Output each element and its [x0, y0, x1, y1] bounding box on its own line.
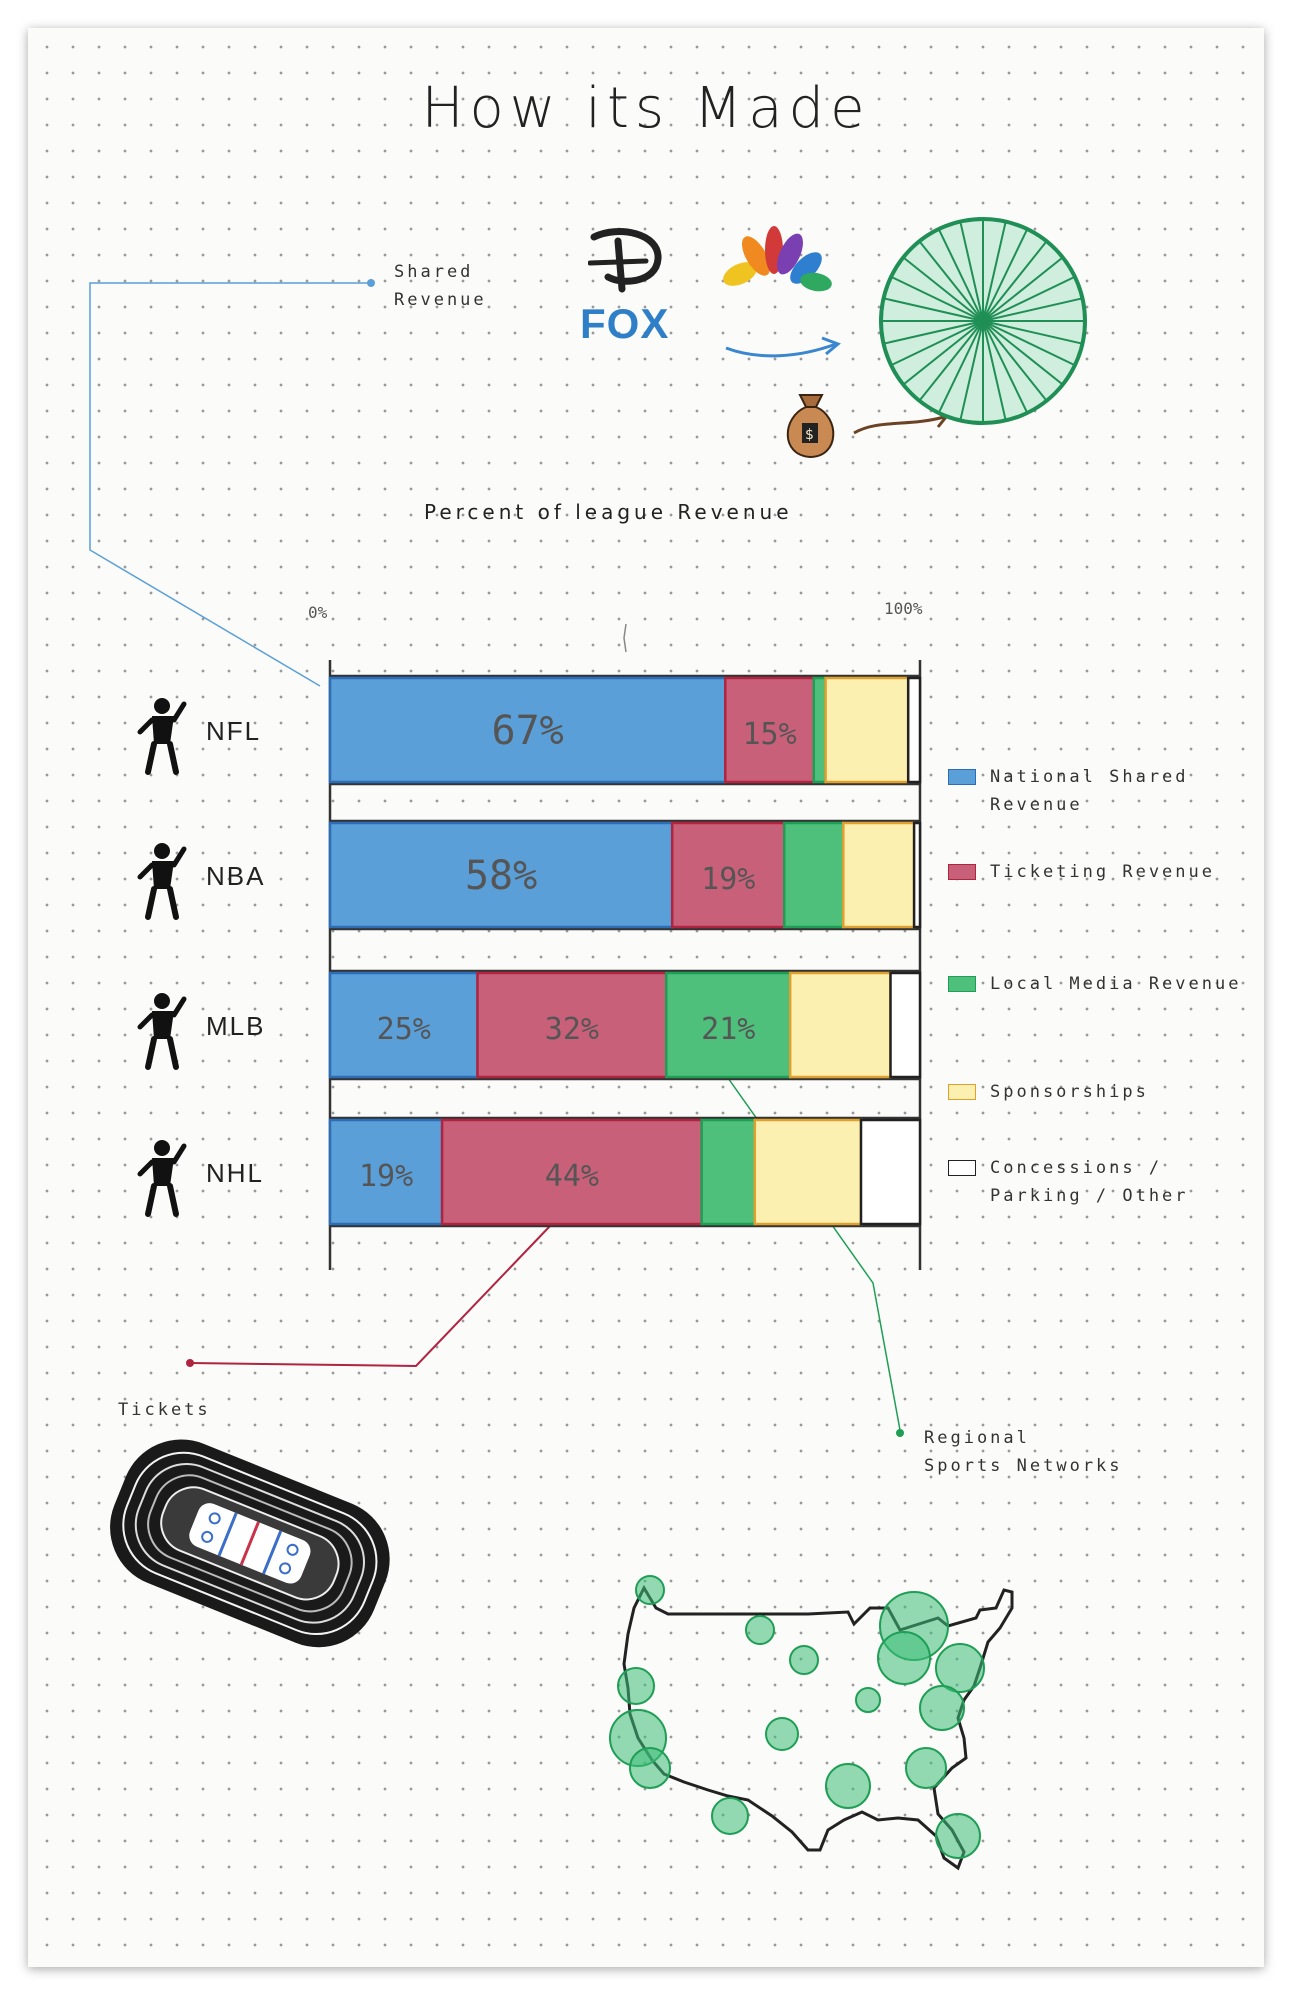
legend-label: Local Media Revenue [990, 974, 1242, 994]
tickets-note: Tickets [118, 1400, 211, 1420]
network-bubble [746, 1616, 774, 1644]
network-bubble [936, 1814, 980, 1858]
network-bubble [618, 1668, 654, 1704]
network-bubble [906, 1748, 946, 1788]
stadium-icon [88, 1428, 408, 1668]
bar-segment-mlb-4 [891, 973, 921, 1077]
network-bubble [936, 1644, 984, 1692]
network-bubble [636, 1576, 664, 1604]
data-label-nba-0: 58% [464, 853, 538, 899]
legend-swatch [948, 769, 976, 785]
network-bubble [920, 1686, 964, 1730]
bar-segment-nba-3 [843, 823, 914, 927]
legend-swatch [948, 976, 976, 992]
svg-text:$: $ [805, 427, 814, 443]
tickets-dot [186, 1359, 194, 1367]
legend-swatch [948, 1160, 976, 1176]
bar-segment-nfl-3 [826, 678, 909, 782]
data-label-mlb-0: 25% [376, 1012, 431, 1047]
regional-networks-note [924, 1424, 1123, 1480]
data-label-nba-1: 19% [701, 862, 756, 897]
network-bubble [766, 1718, 798, 1750]
network-bubble [826, 1764, 870, 1808]
legend-swatch [948, 864, 976, 880]
category-label-nba: NBA [206, 861, 266, 891]
shared-revenue-connector [90, 283, 368, 686]
data-label-nhl-0: 19% [358, 1159, 414, 1194]
tickets-connector [190, 1226, 550, 1366]
bar-segment-nba-4 [914, 823, 920, 927]
data-label-mlb-2: 21% [701, 1012, 756, 1047]
network-bubble [790, 1646, 818, 1674]
network-bubble [630, 1748, 670, 1788]
data-label-mlb-1: 32% [544, 1012, 599, 1047]
data-label-nfl-0: 67% [491, 708, 564, 754]
x-tick-label: 0% [308, 603, 328, 622]
basketball-player-icon [140, 843, 184, 917]
hockey-player-icon [140, 1140, 184, 1214]
category-label-nhl: NHL [206, 1158, 265, 1188]
network-bubble [878, 1632, 930, 1684]
bar-segment-mlb-3 [790, 973, 890, 1077]
category-label-nfl: NFL [206, 716, 262, 746]
bar-segment-nfl-2 [814, 678, 826, 782]
chart-title: Percent of league Revenue [424, 500, 793, 524]
bar-segment-nba-2 [784, 823, 843, 927]
bar-segment-nfl-4 [908, 678, 920, 782]
bar-segment-nhl-4 [861, 1120, 920, 1224]
shared-revenue-line-1: Shared [394, 262, 474, 282]
legend-label: Ticketing Revenue [990, 862, 1215, 882]
mid-tick [624, 624, 626, 652]
shared-revenue-line-2: Revenue [394, 290, 487, 310]
bar-segment-nhl-3 [755, 1120, 861, 1224]
shared-revenue-dot [367, 279, 375, 287]
regional-dot [896, 1429, 904, 1437]
baseball-batter-icon [140, 993, 184, 1067]
network-bubble [712, 1798, 748, 1834]
x-tick-label: 100% [884, 599, 923, 618]
data-label-nhl-1: 44% [544, 1159, 599, 1194]
regional-note-line-1: Regional [924, 1428, 1030, 1448]
legend-label: Sponsorships [990, 1082, 1149, 1102]
category-label-mlb: MLB [206, 1011, 266, 1041]
football-player-icon [140, 698, 184, 772]
legend-label: Concessions / Parking / Other [990, 1158, 1189, 1206]
notebook-page [28, 28, 1264, 1967]
legend-swatch [948, 1084, 976, 1100]
regional-note-line-2: Sports Networks [924, 1456, 1123, 1476]
page-title: How its Made [421, 76, 871, 141]
legend-label: National Shared Revenue [990, 767, 1189, 815]
bar-segment-nhl-2 [702, 1120, 755, 1224]
us-map-icon [608, 1568, 1208, 1898]
fox-logo: FOX [580, 300, 670, 347]
data-label-nfl-1: 15% [742, 717, 797, 752]
network-bubble [856, 1688, 880, 1712]
